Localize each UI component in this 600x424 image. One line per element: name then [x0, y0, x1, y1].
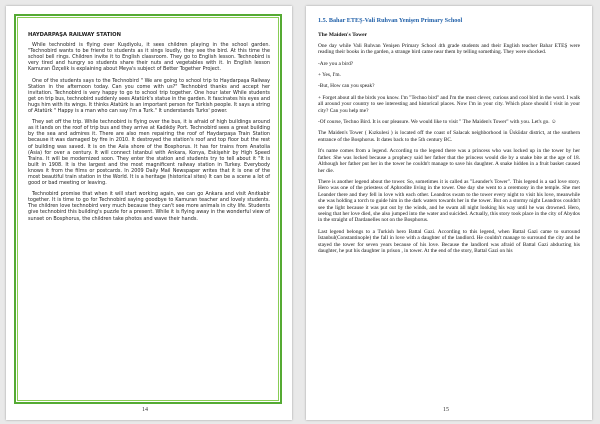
paragraph: It's name comes from a legend. According to the legend there was a princess who was locked up in the tower by her father. She was locked because a prophecy said her father that the princess would die by a snake bite at the age of 18. Although her father put her in the tower he couldn't manage to save his daughter. A snake hidden in a fruit basket caused her die. — [318, 148, 580, 174]
right-page-text — [318, 18, 580, 259]
paragraph: While technobird is flying over Kuşdiyolu, it sees children playing in the school garden. "Technobird wants to be friend to students as it sings loudly, they see the bird. At this time the school bell rings. Children invite it to English classroom. They go to English lesson. Technobird is very tired and hungry so students share their nuts and vegetables with it. In English lesson Kamuran Özçelik is explaining about Meya's subject of Better Together Project. — [28, 42, 270, 73]
paragraph: Last legend belongs to a Turkish hero Battal Gazi. According to this legend, when Battal Gazi came to surround Istanbul(Constantinople) the fall in love with a daughter of the landlord. He couldn't manage to surround the city and he stayed the tower for seven years because of his love. Because the landlord was afraid of Battal Gazi abducting his daughter, he put his daughter in prison , in tower. At the end of the story, Battal Gazi on his — [318, 228, 580, 254]
paragraph: There is another legend about the tower. So, sometimes it is called as "Leander's Tower". This legend is a sad love story. Hero was one of the priestess of Aphrodite living in the tower. One day she went to a ceremony in the temple. She met Leander there and they fell in love with each other. Leandros swam to the tower every night to visit his love, meanwhile she was holding a torch to guide him in the dark waters towards her in the tower. But on a stormy night Leandros couldn't see the light because it was put out by the winds, and he swam all night looking his way until he was drowned. Hero, seeing that her love died, she also jumped into the water and suicided. Actually, this story took place in the city of Abydos in the straight of Dardanelles not on the Bosphorus. — [318, 178, 580, 224]
section-title: 1.5. Bahar ETEŞ-Vali Ruhvan Yenişen Primary School — [318, 17, 463, 24]
paragraph: -Of course, Techno Bird. It is our pleasure. We would like to visit " The Maiden's Tower" with you. Let's go. ☺ — [318, 119, 557, 126]
dialogue-line: -Are you a bird? — [318, 60, 354, 67]
dialogue-line: + Yes, I'm. — [318, 72, 341, 79]
dialogue-line: -But, How can you speak? — [318, 83, 375, 90]
paragraph: + Forget about all the birds you know. I'm "Techno bird" and I'm the most clever, curious and cool bird in the word. I walk all around your country to see interesting and historical places. Now I'm in your city. Which place should I visit in your city? Can you help me? — [318, 94, 580, 114]
left-page — [6, 6, 292, 420]
paragraph: One day while Vali Ruhvan Yenişen Primary School 4th grade students and their English teacher Bahar ETEŞ were reading their books in the garden, a strange bird came near them by telling something. They were shocked. — [318, 42, 580, 56]
paragraph: One of the students says to the Technobird " We are going to school trip to Haydarpaşa Railway Station in the afternoon today. Can you come with us?" Technobird thanks and accept her invitation. Technobird is very happy to go to school trip together. One hour later While students get on trip bus, technobird suddenly sees Atatürk's statue in the garden. It fascinates his eyes and hugs him with its wings. It thinks Atatürk is an important person for Turkish people. It says a string of Atatürk " Happy is a man who can say I'm a Turk." It understands Turks' power. — [28, 77, 270, 115]
paragraph: The Maiden's Tower ( Kızkulesi ) is located off the coast of Salacak neighborhood in Üsküdar district, at the southern entrance of the Bosphorus. It dates back to the 5th century BC. — [318, 130, 580, 143]
right-page — [306, 6, 592, 420]
paragraph: They set off the trip. While technobird is flying over the bus, it is afraid of high buildings around as it lands on the roof of trip bus and they arrive at Kadıköy Port. Technobird sees a great building by the sea and admires it. There are also men repairing the roof of Haydarpaşa Train Station because it was damaged by fire in 2010. It destroyed the station's roof and top floor but the rest of building was saved. It is on the Asia shore of the Bosphorus. It has for trains from Anatolia (Asia) for over a century. It will connect Istanbul with Ankara, Konya, Eskişehir by High Speed Trains. It will be modernized soon. They enter the station and students try to tell about it "It is built in 1908. It is the largest and the most magnificent railway station in Turkey. Everybody knows it from the films or postcards. In 2009 Daily Mail Newspaper writes that it is one of the most beautiful train station in the World. It is a heritage (historical sites) It can be a scene a lot of good or bad meeting or leaving. — [28, 119, 270, 187]
page-number: 15 — [443, 407, 449, 413]
page-number: 14 — [142, 407, 148, 413]
story-title: HAYDARPAŞA RAILWAY STATION — [28, 32, 121, 38]
paragraph: Technobird promise that when it will start working again, we can go Ankara and visit Anıtkabir together. It is time to go for Technobird saying goodbye to Kamuran teacher and lovely students. The children love technobird very much because they can't see more animals in city life. Students give technobird this building's puzzle for a present. While it is flying away in the wonderful view of sunset on Bosphorus, the children take photos and wave their hands. — [28, 191, 270, 222]
story-title: The Maiden's Tower — [318, 32, 368, 39]
left-page-text — [28, 32, 270, 227]
